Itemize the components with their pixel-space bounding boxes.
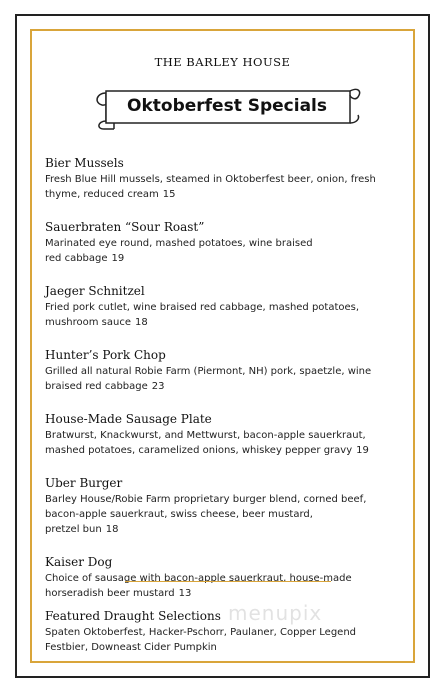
- item-price: 15: [162, 189, 176, 200]
- desc-line: Bratwurst, Knackwurst, and Mettwurst, bacon-apple sauerkraut,: [45, 430, 366, 441]
- item-name: Hunter’s Pork Chop: [45, 348, 166, 362]
- desc-line: thyme, reduced cream: [45, 189, 159, 200]
- item-name: House-Made Sausage Plate: [45, 412, 212, 426]
- desc-line: Barley House/Robie Farm proprietary burger blend, corned beef,: [45, 494, 367, 505]
- item-name: Bier Mussels: [45, 156, 124, 170]
- desc-line: bacon-apple sauerkraut, swiss cheese, beer mustard,: [45, 509, 313, 520]
- desc-line: red cabbage: [45, 253, 108, 264]
- restaurant-name: THE BARLEY HOUSE: [154, 55, 291, 69]
- item-price: 13: [178, 588, 192, 599]
- desc-line: Marinated eye round, mashed potatoes, wine braised: [45, 238, 313, 249]
- menu-item: [45, 284, 405, 330]
- item-description: [45, 428, 405, 458]
- desc-line: mashed potatoes, caramelized onions, whiskey pepper gravy: [45, 445, 353, 456]
- desc-line: Festbier, Downeast Cider Pumpkin: [45, 642, 217, 653]
- menu-item-list: [45, 156, 405, 619]
- menu-inner-frame: [30, 29, 415, 663]
- item-name: Uber Burger: [45, 476, 123, 490]
- featured-section: [45, 609, 405, 655]
- item-name: Kaiser Dog: [45, 555, 113, 569]
- menu-item: [45, 156, 405, 202]
- item-price: 19: [356, 445, 369, 456]
- desc-line: Spaten Oktoberfest, Hacker-Pschorr, Paulaner, Copper Legend: [45, 627, 357, 638]
- item-name: Jaeger Schnitzel: [45, 284, 145, 298]
- desc-line: horseradish beer mustard: [45, 588, 175, 599]
- desc-line: pretzel bun: [45, 524, 102, 535]
- item-description: [45, 492, 405, 537]
- item-name: Sauerbraten “Sour Roast”: [45, 220, 205, 234]
- menu-outer-frame: [15, 14, 430, 678]
- banner: [92, 83, 362, 133]
- menu-item: [45, 348, 405, 394]
- item-description: [45, 172, 405, 202]
- desc-line: braised red cabbage: [45, 381, 148, 392]
- menu-item: [45, 476, 405, 537]
- menu-item: [45, 220, 405, 266]
- item-description: [45, 236, 405, 266]
- featured-description: [45, 625, 405, 655]
- desc-line: Fried pork cutlet, wine braised red cabbage, mashed potatoes,: [45, 302, 360, 313]
- desc-line: Choice of sausage with bacon-apple sauerkraut, house-made: [45, 573, 352, 584]
- divider: [125, 581, 331, 582]
- menu-item: [45, 412, 405, 458]
- item-description: [45, 571, 405, 601]
- featured-title: Featured Draught Selections: [45, 609, 221, 623]
- item-price: 23: [151, 381, 165, 392]
- item-description: [45, 364, 405, 394]
- banner-title: Oktoberfest Specials: [127, 96, 327, 116]
- item-price: 18: [135, 317, 148, 328]
- desc-line: Grilled all natural Robie Farm (Piermont, NH) pork, spaetzle, wine: [45, 366, 372, 377]
- watermark: menupix: [228, 601, 323, 625]
- menu-item: [45, 555, 405, 601]
- item-price: 19: [111, 253, 125, 264]
- item-description: [45, 300, 405, 330]
- item-price: 18: [105, 524, 119, 535]
- desc-line: mushroom sauce: [45, 317, 132, 328]
- desc-line: Fresh Blue Hill mussels, steamed in Oktoberfest beer, onion, fresh: [45, 174, 376, 185]
